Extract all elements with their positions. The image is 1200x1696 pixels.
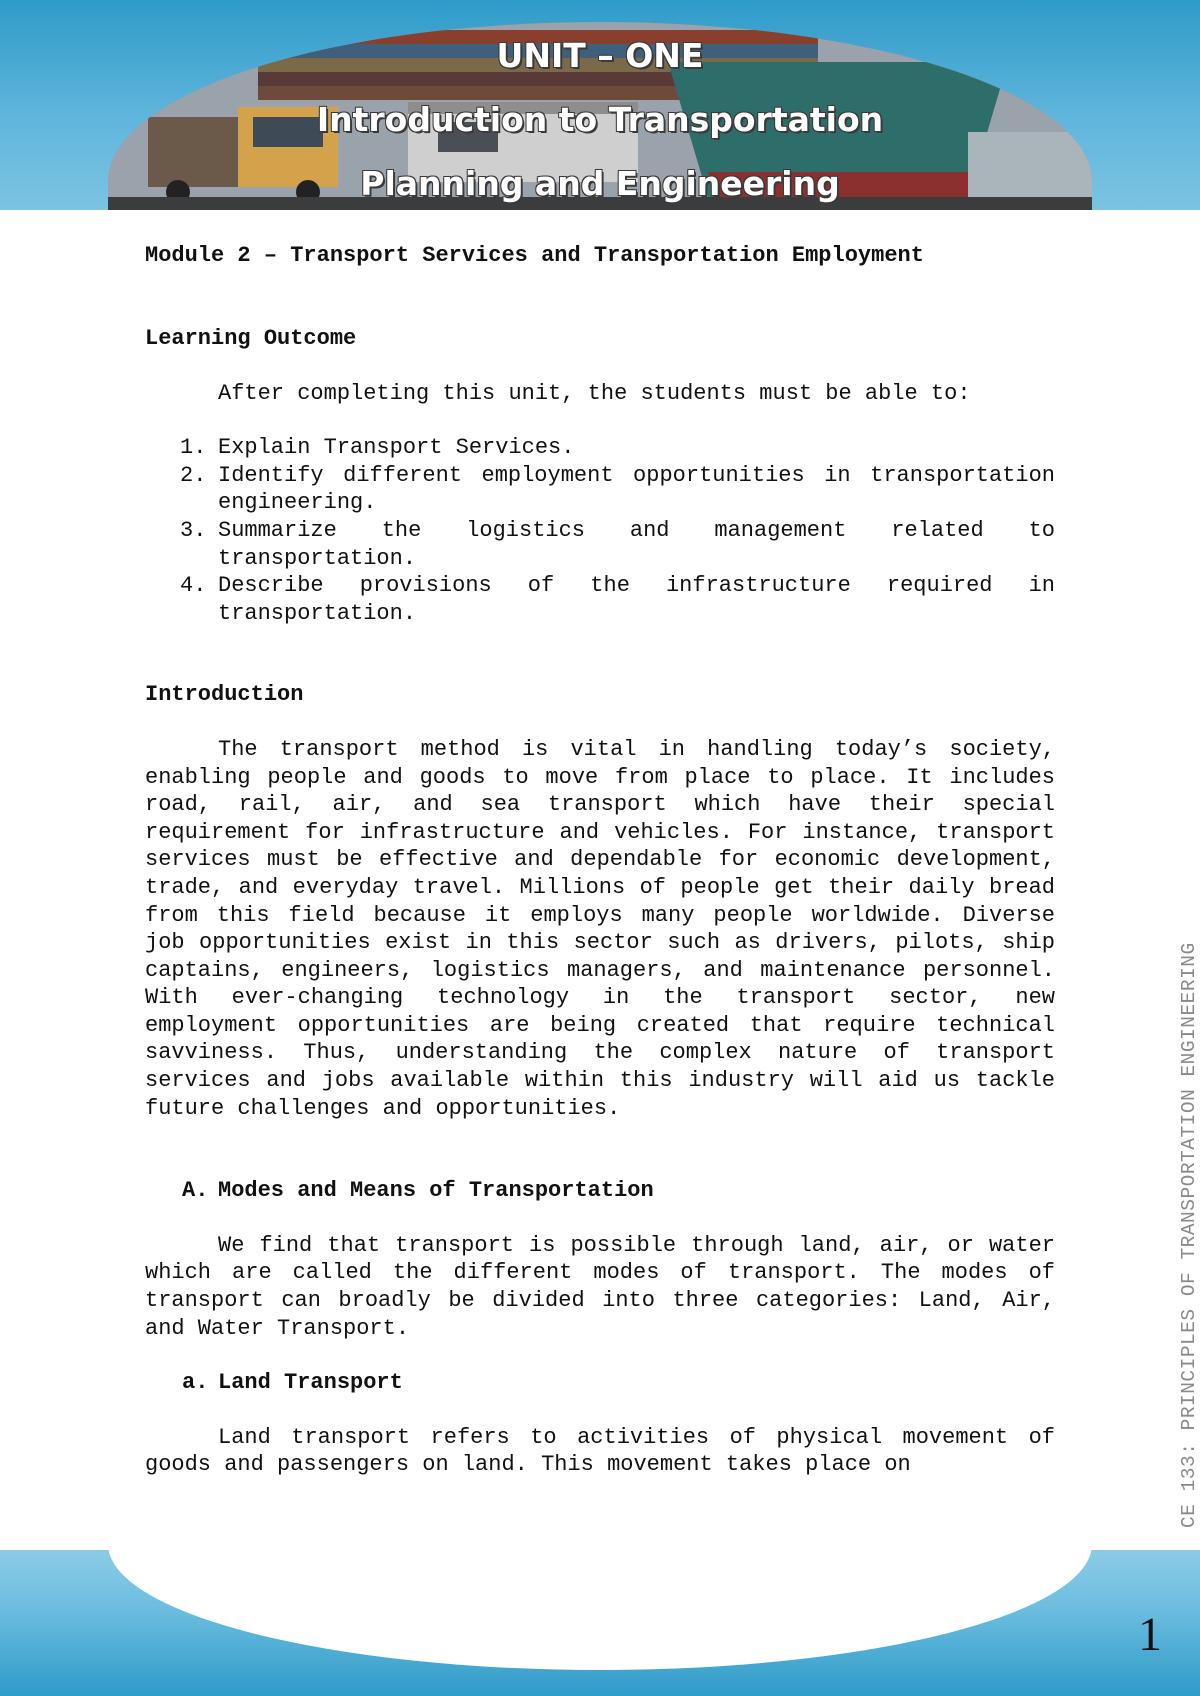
list-item: 4. Describe provisions of the infrastructure required in transportation.: [180, 573, 1055, 626]
section-a-heading: A. Modes and Means of Transportation: [182, 1178, 654, 1204]
unit-title-line-2: Planning and Engineering: [360, 164, 840, 203]
page-number: 1: [1138, 1608, 1162, 1661]
learning-outcome-intro: After completing this unit, the students must be able to:: [218, 380, 971, 406]
unit-number: UNIT – ONE: [496, 36, 704, 75]
module-title: Module 2 – Transport Services and Transportation Employment: [145, 243, 924, 268]
section-a-paragraph: We find that transport is possible through land, air, or water which are called the different modes of transport. The modes of transport can broadly be divided into three categories: Land, Air, and Water Transport.: [145, 1232, 1055, 1341]
introduction-paragraph: The transport method is vital in handling today’s society, enabling people and goods to move from place to place. It includes road, rail, air, and sea transport which have their special requirement for infrastructure and vehicles. For instance, transport services must be effective and dependable for economic development, trade, and everyday travel. Millions of people get their daily bread from this field because it employs many people worldwide. Diverse job opportunities exist in this sector such as drivers, pilots, ship captains, engineers, logistics managers, and maintenance personnel. With ever-changing technology in the transport sector, new employment opportunities are being created that require technical savviness. Thus, understanding the complex nature of transport services and jobs available within this industry will aid us tackle future challenges and opportunities.: [145, 736, 1055, 1121]
subsection-a-paragraph: Land transport refers to activities of physical movement of goods and passengers on land. This movement takes place on: [145, 1424, 1055, 1478]
list-item: 2. Identify different employment opportunities in transportation engineering.: [180, 462, 1055, 516]
unit-title: [0, 0, 1200, 210]
header-banner: [0, 0, 1200, 210]
learning-outcome-heading: Learning Outcome: [145, 326, 357, 351]
page-content: [145, 242, 1055, 1479]
subsection-a-heading: a. Land Transport: [182, 1370, 403, 1396]
course-side-caption: CE 133: PRINCIPLES OF TRANSPORTATION ENGINEERING: [1178, 942, 1200, 1528]
unit-title-line-1: Introduction to Transportation: [316, 100, 884, 139]
footer-banner: [0, 1550, 1200, 1696]
list-item: 3. Summarize the logistics and management related to transportation.: [180, 517, 1055, 571]
learning-outcome-list: [145, 434, 1055, 627]
introduction-heading: Introduction: [145, 682, 304, 708]
footer-arch: [108, 1550, 1092, 1670]
list-item: 1. Explain Transport Services.: [180, 435, 575, 461]
